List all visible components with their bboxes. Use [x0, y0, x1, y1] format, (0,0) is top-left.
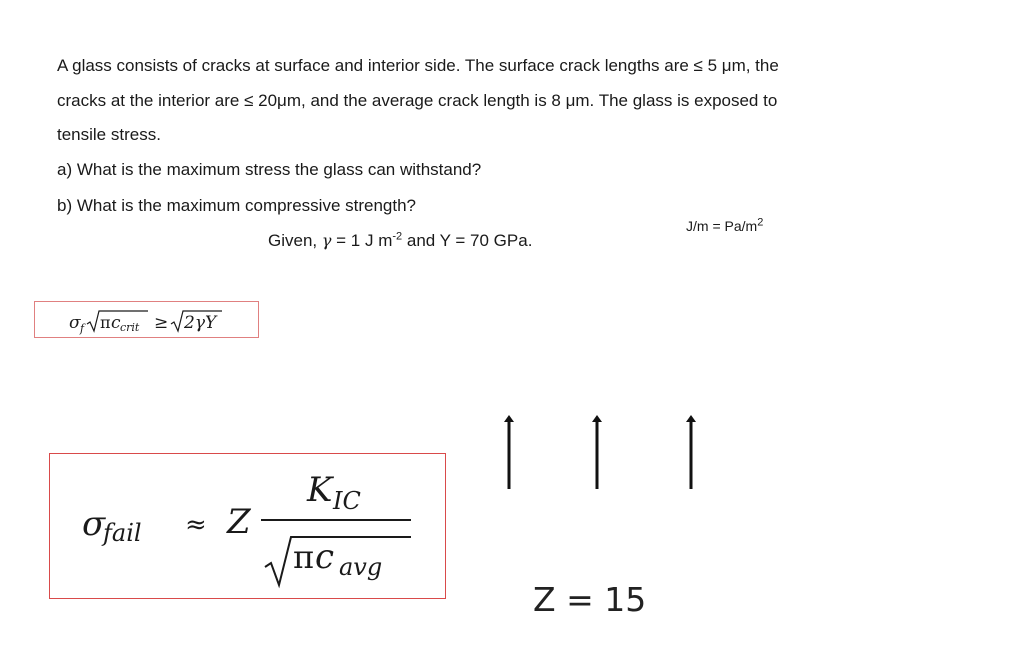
unit-note-exponent: 2: [757, 216, 764, 229]
question-a: a) What is the maximum stress the glass can withstand?: [57, 160, 482, 179]
given-values: [268, 231, 532, 251]
fail-c: c: [315, 537, 335, 577]
stress-arrow-icon: [502, 413, 516, 493]
gamma-symbol: γ: [321, 231, 332, 250]
griffith-c: c: [111, 313, 121, 333]
fail-z: Z: [227, 502, 251, 542]
unit-note-text: J/m = Pa/m: [686, 218, 758, 234]
griffith-sub-crit: crit: [120, 321, 140, 334]
given-exponent: -2: [392, 230, 403, 243]
problem-line-3: tensile stress.: [57, 125, 161, 144]
griffith-sigma: σ: [69, 313, 81, 333]
griffith-formula: [34, 301, 259, 338]
griffith-sub-f: f: [80, 322, 85, 335]
question-b: b) What is the maximum compressive strength?: [57, 196, 417, 215]
griffith-pi: π: [100, 313, 111, 332]
problem-line-1: A glass consists of cracks at surface and interior side. The surface crack lengths are ≤ 5 μm, the: [57, 56, 779, 75]
fail-sub-avg: avg: [339, 553, 383, 581]
fail-pi: π: [293, 538, 315, 576]
fail-sqrt: [265, 537, 411, 585]
griffith-geq: ≥: [154, 313, 169, 333]
given-part2: and Y = 70 GPa.: [402, 231, 533, 250]
fail-approx: ≈: [185, 510, 207, 540]
stress-arrow-icon: [590, 413, 604, 493]
problem-line-2: cracks at the interior are ≤ 20μm, and the average crack length is 8 μm. The glass is exposed to: [57, 91, 778, 110]
given-part1: = 1 J m: [331, 231, 393, 250]
fail-sub-ic: IC: [333, 487, 361, 515]
fail-sigma: σ: [82, 504, 106, 544]
stress-arrow-icon: [684, 413, 698, 493]
z-value: Z = 15: [533, 580, 647, 619]
given-prefix: Given,: [268, 231, 322, 250]
fail-formula: [49, 453, 446, 599]
fail-k: K: [307, 470, 333, 510]
griffith-rhs: 2γY: [184, 313, 217, 333]
fail-sub: fail: [103, 519, 142, 547]
unit-note: [686, 218, 763, 234]
